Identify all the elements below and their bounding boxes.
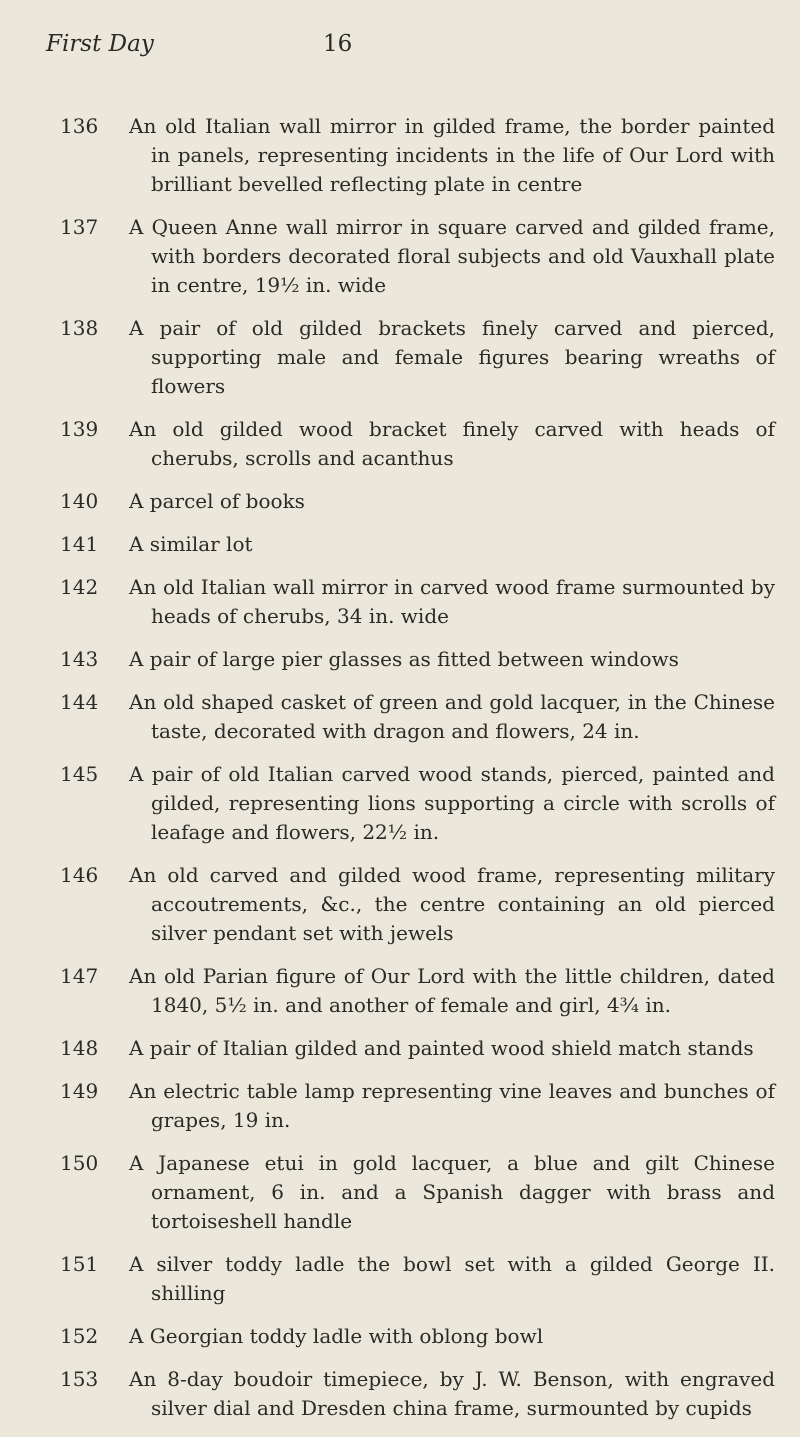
lot-description: An 8-day boudoir timepiece, by J. W. Benson, with engraved silver dial and Dresden china frame, surmounted by cupids — [129, 1367, 775, 1420]
lot-description: A pair of large pier glasses as fitted between windows — [129, 647, 679, 671]
lot-description: An old Parian figure of Our Lord with the little children, dated 1840, 5½ in. and another of female and girl, 4¾ in. — [129, 964, 775, 1017]
lot-number: 144 — [60, 690, 99, 714]
lot-item — [60, 645, 775, 674]
lot-description: An electric table lamp representing vine leaves and bunches of grapes, 19 in. — [129, 1079, 775, 1132]
lot-item — [60, 962, 775, 1020]
lot-number: 142 — [60, 575, 99, 599]
page-number: 16 — [323, 31, 353, 57]
lot-item — [60, 760, 775, 847]
lot-description: An old carved and gilded wood frame, representing military accoutrements, &c., the centre containing an old pierced silver pendant set with jewels — [129, 863, 775, 945]
lot-description: A Queen Anne wall mirror in square carved and gilded frame, with borders decorated floral subjects and old Vauxhall plate in centre, 19½ in. wide — [129, 215, 775, 297]
lot-number: 147 — [60, 964, 99, 988]
lot-description: A Japanese etui in gold lacquer, a blue and gilt Chinese ornament, 6 in. and a Spanish dagger with brass and tortoiseshell handle — [129, 1151, 775, 1233]
lot-number: 140 — [60, 489, 99, 513]
lot-number: 149 — [60, 1079, 99, 1103]
lot-number: 143 — [60, 647, 99, 671]
lot-number: 137 — [60, 215, 99, 239]
lot-item — [60, 530, 775, 559]
lot-number: 152 — [60, 1324, 99, 1348]
lot-item — [60, 415, 775, 473]
lot-description: A pair of Italian gilded and painted wood shield match stands — [129, 1036, 754, 1060]
lot-number: 153 — [60, 1367, 99, 1391]
lot-item — [60, 1034, 775, 1063]
lot-list — [60, 112, 775, 1437]
lot-number: 150 — [60, 1151, 99, 1175]
lot-item — [60, 314, 775, 401]
lot-number: 141 — [60, 532, 99, 556]
lot-item — [60, 112, 775, 199]
lot-description: A pair of old Italian carved wood stands, pierced, painted and gilded, representing lions supporting a circle with scrolls of leafage and flowers, 22½ in. — [129, 762, 775, 844]
lot-item — [60, 861, 775, 948]
lot-item — [60, 1365, 775, 1423]
page-header — [46, 30, 376, 58]
lot-description: An old Italian wall mirror in gilded frame, the border painted in panels, representing incidents in the life of Our Lord with brilliant bevelled reflecting plate in centre — [129, 114, 775, 196]
lot-number: 139 — [60, 417, 99, 441]
lot-number: 148 — [60, 1036, 99, 1060]
lot-item — [60, 213, 775, 300]
lot-description: A Georgian toddy ladle with oblong bowl — [129, 1324, 544, 1348]
lot-description: A similar lot — [129, 532, 253, 556]
lot-item — [60, 1250, 775, 1308]
section-title: First Day — [46, 31, 154, 57]
lot-item — [60, 487, 775, 516]
lot-number: 136 — [60, 114, 99, 138]
lot-description: A pair of old gilded brackets finely carved and pierced, supporting male and female figures bearing wreaths of flowers — [129, 316, 775, 398]
lot-item — [60, 573, 775, 631]
lot-description: An old gilded wood bracket finely carved with heads of cherubs, scrolls and acanthus — [129, 417, 775, 470]
lot-description: A silver toddy ladle the bowl set with a gilded George II. shilling — [129, 1252, 775, 1305]
lot-item — [60, 1149, 775, 1236]
lot-item — [60, 1077, 775, 1135]
lot-number: 146 — [60, 863, 99, 887]
lot-item — [60, 1322, 775, 1351]
lot-number: 138 — [60, 316, 99, 340]
lot-description: An old shaped casket of green and gold lacquer, in the Chinese taste, decorated with dragon and flowers, 24 in. — [129, 690, 775, 743]
lot-description: An old Italian wall mirror in carved wood frame surmounted by heads of cherubs, 34 in. wide — [129, 575, 775, 628]
lot-item — [60, 688, 775, 746]
lot-description: A parcel of books — [129, 489, 305, 513]
lot-number: 145 — [60, 762, 99, 786]
lot-number: 151 — [60, 1252, 99, 1276]
